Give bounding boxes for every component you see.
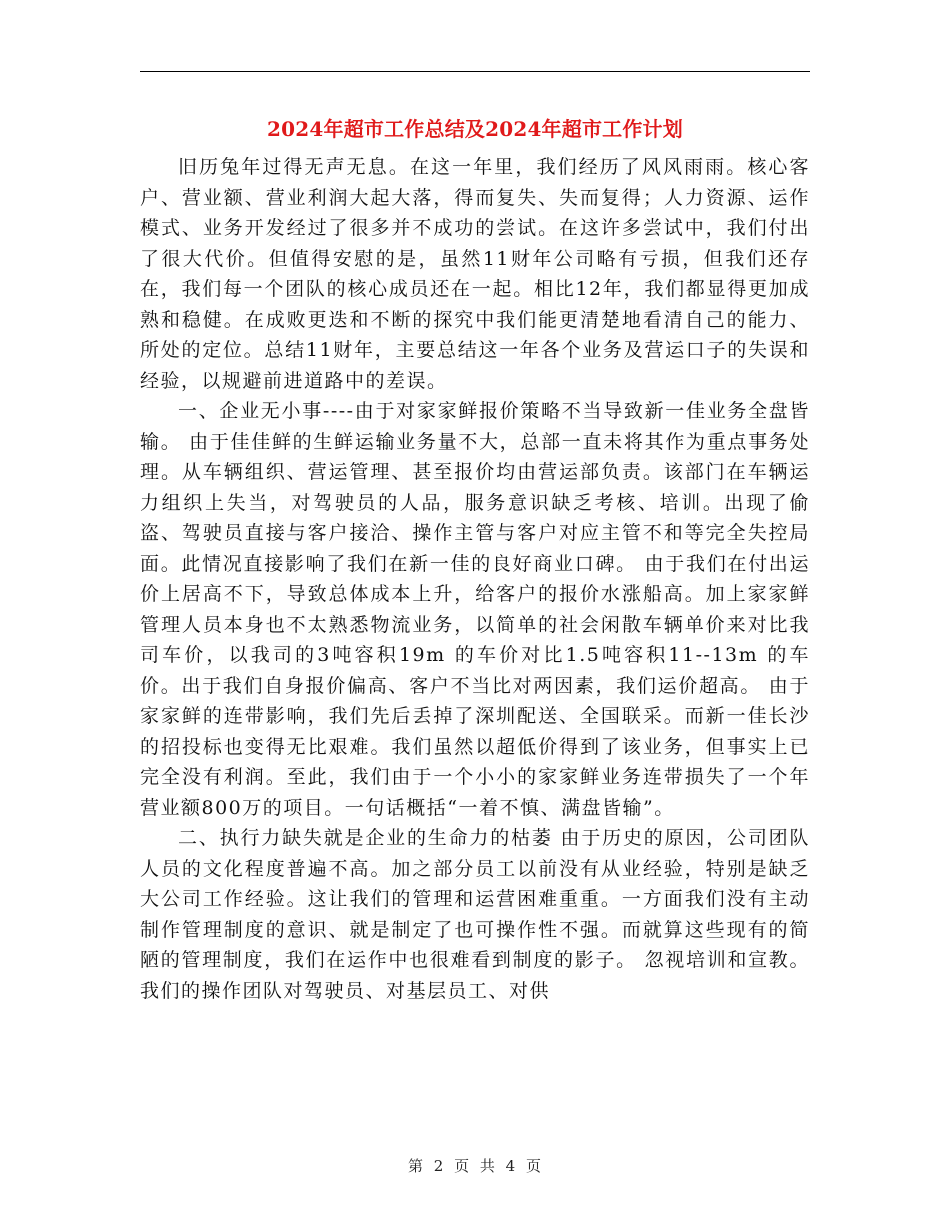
paragraph-section-two: 二、执行力缺失就是企业的生命力的枯萎 由于历史的原因，公司团队人员的文化程度普遍不高。加之部分员工以前没有从业经验，特别是缺乏大公司工作经验。这让我们的管理和运营困难重重。一方面我们没有主动制作管理制度的意识、就是制定了也可操作性不强。而就算这些现有的简陋的管理制度，我们在运作中也很难看到制度的影子。 忽视培训和宣教。我们的操作团队对驾驶员、对基层员工、对供 — [140, 827, 810, 1002]
paragraph-intro: 旧历兔年过得无声无息。在这一年里，我们经历了风风雨雨。核心客户、营业额、营业利润大起大落，得而复失、失而复得；人力资源、运作模式、业务开发经过了很多并不成功的尝试。在这许多尝试中，我们付出了很大代价。但值得安慰的是，虽然11财年公司略有亏损，但我们还存在，我们每一个团队的核心成员还在一起。相比12年，我们都显得更加成熟和稳健。在成败更迭和不断的探究中我们能更清楚地看清自己的能力、所处的定位。总结11财年，主要总结这一年各个业务及营运口子的失误和经验，以规避前进道路中的差误。 — [140, 156, 810, 392]
header-rule — [140, 71, 810, 72]
paragraph-section-one: 一、企业无小事----由于对家家鲜报价策略不当导致新一佳业务全盘皆输。 由于佳佳鲜的生鲜运输业务量不大，总部一直未将其作为重点事务处理。从车辆组织、营运管理、甚至报价均由营运部负责。该部门在车辆运力组织上失当，对驾驶员的人品，服务意识缺乏考核、培训。出现了偷盗、驾驶员直接与客户接洽、操作主管与客户对应主管不和等完全失控局面。此情况直接影响了我们在新一佳的良好商业口碑。 由于我们在付出运价上居高不下，导致总体成本上升，给客户的报价水涨船高。加上家家鲜管理人员本身也不太熟悉物流业务，以简单的社会闲散车辆单价来对比我司车价，以我司的3吨容积19m 的车价对比1.5吨容积11--13m 的车价。出于我们自身报价偏高、客户不当比对两因素，我们运价超高。 由于家家鲜的连带影响，我们先后丢掉了深圳配送、全国联采。而新一佳长沙的招投标也变得无比艰难。我们虽然以超低价得到了该业务，但事实上已完全没有利润。至此，我们由于一个小小的家家鲜业务连带损失了一个年营业额800万的项目。一句话概括“一着不慎、满盘皆输”。 — [140, 400, 810, 819]
page-number-footer: 第 2 页 共 4 页 — [408, 1157, 542, 1175]
document-title: 2024年超市工作总结及2024年超市工作计划 — [267, 117, 683, 141]
document-body — [140, 152, 810, 1006]
